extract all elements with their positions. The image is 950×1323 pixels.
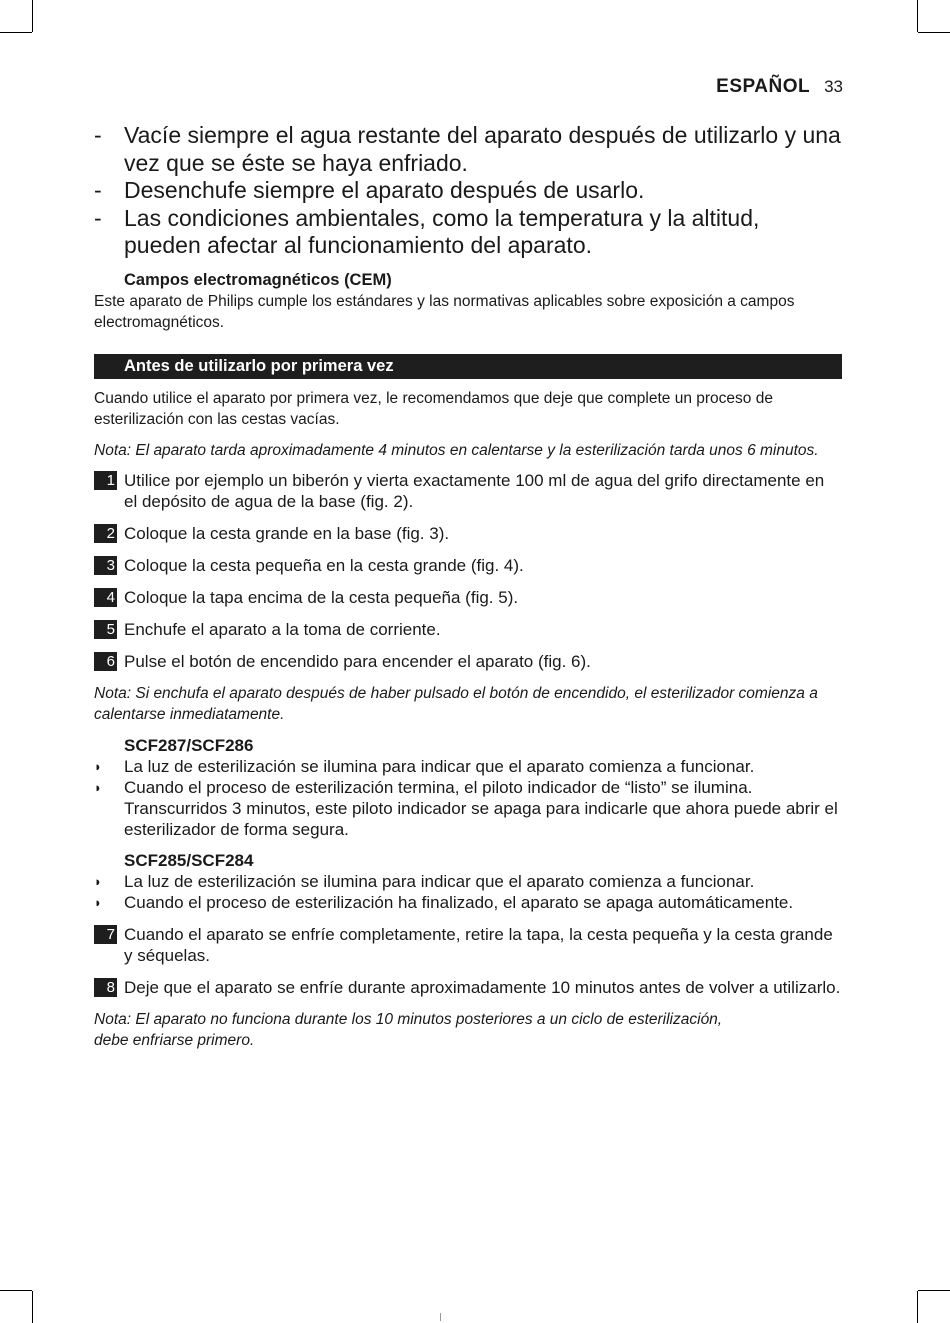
step-number: 7	[94, 925, 117, 944]
step-text: Coloque la cesta grande en la base (fig. 3).	[124, 523, 450, 543]
intro-bullet-list	[94, 122, 842, 260]
bullet-icon: ◗	[94, 894, 102, 910]
step-text: Deje que el aparato se enfríe durante aproximadamente 10 minutos antes de volver a utilizarlo.	[124, 977, 841, 997]
model-heading-scf285: SCF285/SCF284	[124, 850, 254, 870]
step-text: Pulse el botón de encendido para encender el aparato (fig. 6).	[124, 651, 591, 671]
list-item-text: Cuando el proceso de esterilización ha finalizado, el aparato se apaga automáticamente.	[124, 892, 794, 912]
dash-marker: -	[94, 122, 102, 148]
list-item-text: Desenchufe siempre el aparato después de usarlo.	[124, 177, 645, 203]
note-power-on: Nota: Si enchufa el aparato después de haber pulsado el botón de encendido, el esterilizador comienza a calentarse inmediatamente.	[94, 684, 818, 723]
step-item	[94, 924, 842, 966]
list-item-text: La luz de esterilización se ilumina para indicar que el aparato comienza a funcionar.	[124, 871, 755, 891]
bullet-icon: ◗	[94, 758, 102, 774]
model-a-bullets	[94, 756, 842, 840]
steps-list	[94, 470, 842, 672]
list-item	[94, 205, 842, 260]
note-cooldown-line1: Nota: El aparato no funciona durante los 10 minutos posteriores a un ciclo de esterilización,	[94, 1010, 723, 1028]
step-text: Enchufe el aparato a la toma de corriente.	[124, 619, 441, 639]
list-item-text: Las condiciones ambientales, como la temperatura y la altitud, pueden afectar al funcionamiento del aparato.	[124, 204, 760, 258]
crop-mark-top-right-h	[918, 32, 950, 33]
emf-heading: Campos electromagnéticos (CEM)	[124, 270, 392, 289]
crop-mark-top-left-h	[0, 32, 32, 33]
note-heating-time: Nota: El aparato tarda aproximadamente 4 minutos en calentarse y la esterilización tarda unos 6 minutos.	[94, 441, 819, 459]
crop-mark-bottom-left-h	[0, 1290, 32, 1291]
page-header	[716, 76, 843, 98]
crop-mark-bottom-left-v	[32, 1291, 33, 1323]
list-item	[94, 871, 842, 892]
note-cooldown-line2: debe enfriarse primero.	[94, 1031, 255, 1049]
step-text: Coloque la tapa encima de la cesta pequeña (fig. 5).	[124, 587, 519, 607]
list-item	[94, 177, 842, 205]
language-label: ESPAÑOL	[716, 76, 811, 97]
dash-marker: -	[94, 177, 102, 203]
list-item-text: Vacíe siempre el agua restante del aparato después de utilizarlo y una vez que se éste se haya enfriado.	[124, 122, 841, 176]
step-item	[94, 470, 842, 512]
section-heading: Antes de utilizarlo por primera vez	[94, 354, 842, 379]
step-number: 8	[94, 978, 117, 997]
step-item	[94, 977, 842, 998]
bullet-icon: ◗	[94, 779, 102, 795]
bullet-icon: ◗	[94, 873, 102, 889]
step-item	[94, 619, 842, 640]
emf-paragraph: Este aparato de Philips cumple los estándares y las normativas aplicables sobre exposición a campos electromagnéticos.	[94, 292, 795, 331]
model-b-bullets	[94, 871, 842, 913]
list-item-text: Cuando el proceso de esterilización termina, el piloto indicador de “listo” se ilumina. Transcurridos 3 minutos, este piloto indicador se apaga para indicarle que ahora puede abrir el esterilizador de forma segura.	[124, 777, 838, 839]
list-item-text: La luz de esterilización se ilumina para indicar que el aparato comienza a funcionar.	[124, 756, 755, 776]
section-intro: Cuando utilice el aparato por primera vez, le recomendamos que deje que complete un proceso de esterilización con las cestas vacías.	[94, 389, 773, 428]
step-item	[94, 523, 842, 544]
note-cooldown	[94, 1009, 842, 1051]
crop-mark-bottom-right-v	[917, 1291, 918, 1323]
page-content	[94, 122, 842, 1051]
step-number: 2	[94, 524, 117, 543]
crop-mark-top-left-v	[32, 0, 33, 32]
step-number: 4	[94, 588, 117, 607]
crop-mark-top-right-v	[917, 0, 918, 32]
list-item	[94, 756, 842, 777]
page-number: 33	[824, 77, 843, 96]
model-heading-scf287: SCF287/SCF286	[124, 735, 254, 755]
bottom-tick-mark	[440, 1313, 441, 1321]
step-item	[94, 587, 842, 608]
step-text: Utilice por ejemplo un biberón y vierta exactamente 100 ml de agua del grifo directamente en el depósito de agua de la base (fig. 2).	[124, 470, 825, 511]
step-number: 1	[94, 471, 117, 490]
step-text: Cuando el aparato se enfríe completamente, retire la tapa, la cesta pequeña y la cesta grande y séquelas.	[124, 924, 833, 965]
step-item	[94, 555, 842, 576]
list-item	[94, 777, 842, 840]
list-item	[94, 122, 842, 177]
steps-list-continued	[94, 924, 842, 998]
list-item	[94, 892, 842, 913]
step-number: 5	[94, 620, 117, 639]
step-item	[94, 651, 842, 672]
step-number: 3	[94, 556, 117, 575]
step-number: 6	[94, 652, 117, 671]
step-text: Coloque la cesta pequeña en la cesta grande (fig. 4).	[124, 555, 524, 575]
dash-marker: -	[94, 204, 102, 231]
crop-mark-bottom-right-h	[918, 1290, 950, 1291]
